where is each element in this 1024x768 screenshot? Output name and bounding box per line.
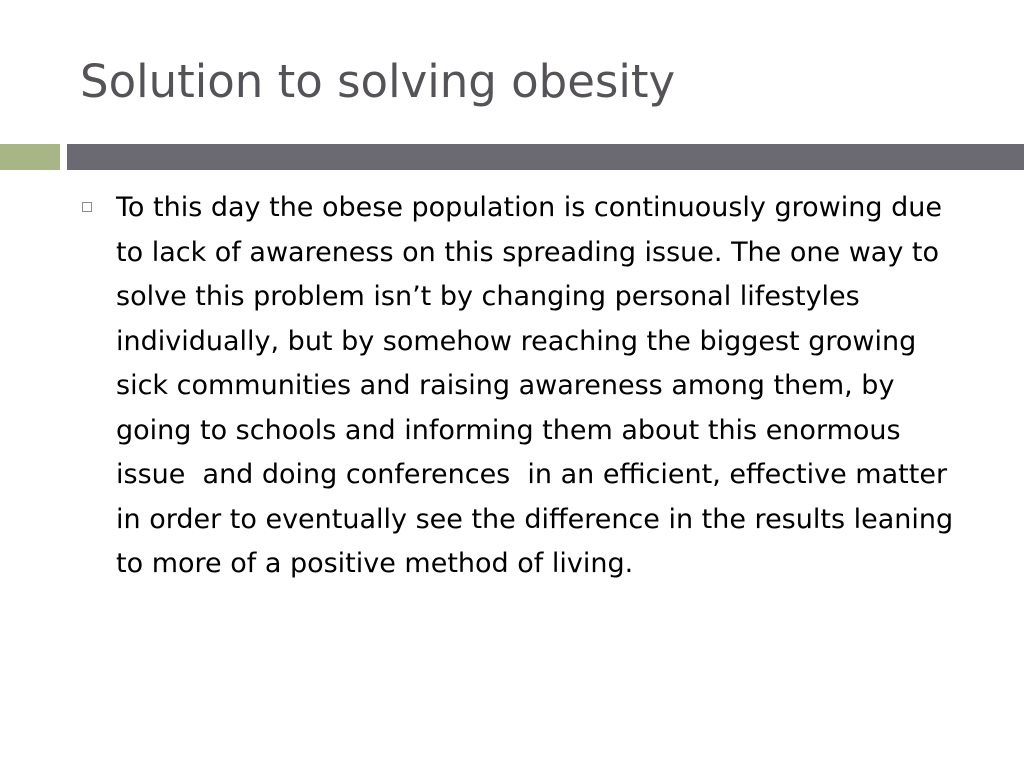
slide-title: Solution to solving obesity	[80, 55, 676, 108]
bullet-item	[82, 186, 982, 587]
slide-content	[82, 186, 982, 706]
accent-bar-gray	[67, 144, 1024, 170]
bullet-text: To this day the obese population is continuously growing due to lack of awareness on this spreading issue. The one way to solve this problem isn’t by changing personal lifestyles individually, but by somehow reaching the biggest growing sick communities and raising awareness among them, by going to schools and informing them about this enormous issue and doing conferences in an efficient, effective matter in order to eventually see the difference in the results leaning to more of a positive method of living.	[116, 192, 962, 579]
square-bullet-icon	[82, 202, 92, 212]
accent-bar-green	[0, 144, 60, 170]
